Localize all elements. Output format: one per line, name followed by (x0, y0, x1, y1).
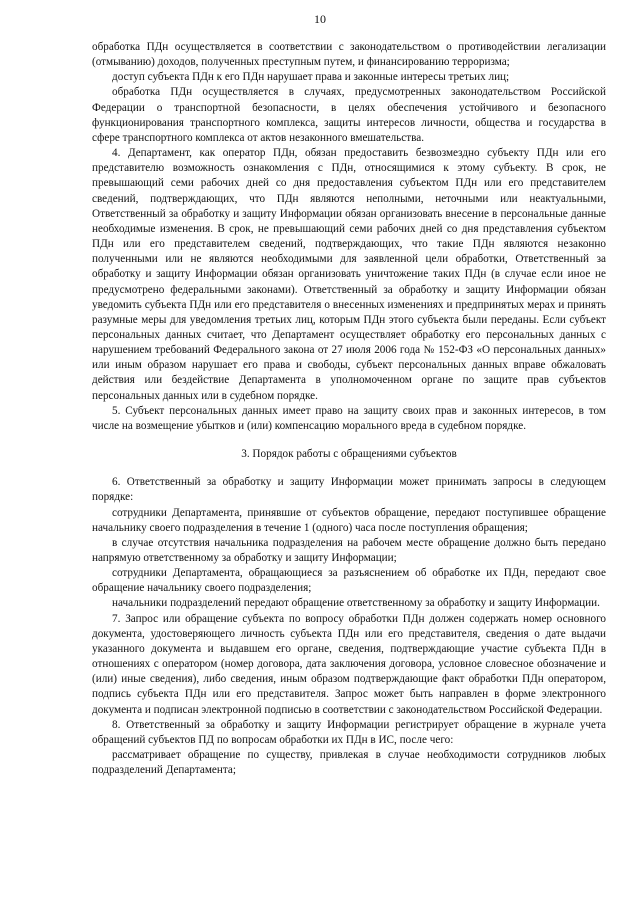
paragraph-item-5: 5. Субъект персональных данных имеет право на защиту своих прав и законных интересов, в том числе на возмещение убытков и (или) компенсацию морального вреда в судебном порядке. (92, 404, 606, 432)
paragraph-item-7: 7. Запрос или обращение субъекта по вопросу обработки ПДн должен содержать номер основного документа, удостоверяющего личность субъекта ПДн или его представителя, сведения о дате выдачи указанного документа и выдавшем его органе, сведения, подтверждающие участие субъекта ПДн в отношениях с оператором (номер договора, дата заключения договора, условное словесное обозначение и (или) иные сведения), либо сведения, иным образом подтверждающие факт обработки ПДн оператором, подпись субъекта ПДн или его представителя. Запрос может быть направлен в форме электронного документа и подписан электронной подписью в соответствии с законодательством Российской Федерации. (92, 612, 606, 716)
paragraph-item-6: 6. Ответственный за обработку и защиту Информации может принимать запросы в следующем порядке: (92, 476, 606, 504)
paragraph-item-8: 8. Ответственный за обработку и защиту Информации регистрирует обращение в журнале учета обращений субъектов ПД по вопросам обработки их ПДн в ИС, после чего: (92, 718, 606, 746)
paragraph-aml-exception: обработка ПДн осуществляется в соответствии с законодательством о противодействии легализации (отмыванию) доходов, полученных преступным путем, и финансированию терроризма; (92, 41, 606, 69)
paragraph-heads-transfer: начальники подразделений передают обращение ответственному за обработку и защиту Информации. (112, 597, 600, 610)
paragraph-employees-own-pdn: сотрудники Департамента, обращающиеся за разъяснением об обработке их ПДн, передают свое обращение начальнику своего подразделения; (92, 567, 606, 595)
document-body (92, 40, 606, 778)
page-number: 10 (314, 12, 326, 26)
paragraph-review: рассматривает обращение по существу, привлекая в случае необходимости сотрудников любых подразделений Департамента; (92, 749, 606, 777)
paragraph-item-4: 4. Департамент, как оператор ПДн, обязан предоставить безвозмездно субъекту ПДн или его представителю возможность ознакомления с ПДн, относящимися к этому субъекту. В срок, не превышающий семи рабочих дней со дня предоставления субъектом ПДн или его представителем сведений, подтверждающих, что ПДн являются неполными, неточными или неактуальными, Ответственный за обработку и защиту Информации обязан организовать внесение в персональные данные необходимые изменения. В срок, не превышающий семи рабочих дней со дня представления субъектом ПДн или его представителем сведений, подтверждающих, что такие ПДн являются незаконно полученными или не являются необходимыми для заявленной цели обработки, Ответственный за обработку и защиту Информации обязан организовать уничтожение таких ПДн (в случае если иное не предусмотрено федеральными законами). Ответственный за обработку и защиту Информации обязан уведомить субъекта ПДн или его представителя о внесенных изменениях и предпринятых мерах и принять разумные меры для уведомления третьих лиц, которым ПДн этого субъекта были переданы. Если субъект персональных данных считает, что Департамент осуществляет обработку его персональных данных с нарушением требований Федерального закона от 27 июля 2006 года № 152-ФЗ «О персональных данных» или иным образом нарушает его права и свободы, субъект персональных данных вправе обжаловать действия или бездействие Департамента в уполномоченном органе по защите прав субъектов персональных данных или в судебном порядке. (92, 147, 606, 402)
section-heading: 3. Порядок работы с обращениями субъектов (241, 448, 457, 461)
paragraph-transport-security: обработка ПДн осуществляется в случаях, предусмотренных законодательством Российской Федерации о транспортной безопасности, в целях обеспечения устойчивого и безопасного функционирования транспортного комплекса, защиты интересов личности, общества и государства в сфере транспортного комплекса от актов незаконного вмешательства. (92, 86, 606, 144)
paragraph-head-absent: в случае отсутствия начальника подразделения на рабочем месте обращение должно быть передано напрямую ответственному за обработку и защиту Информации; (92, 536, 606, 564)
paragraph-employees-transfer: сотрудники Департамента, принявшие от субъектов обращение, передают поступившее обращение начальнику своего подразделения в течение 1 (одного) часа после поступления обращения; (92, 506, 606, 534)
paragraph-third-party-rights: доступ субъекта ПДн к его ПДн нарушает права и законные интересы третьих лиц; (112, 71, 510, 84)
